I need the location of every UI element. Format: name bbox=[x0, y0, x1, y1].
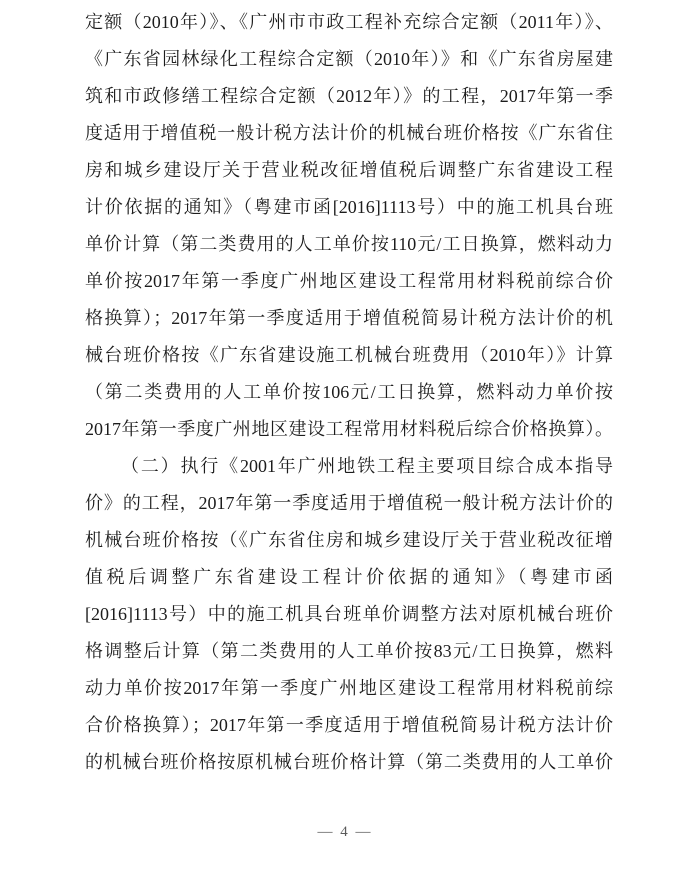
text-line: 格换算）；2017年第一季度适用于增值税简易计税方法计价的机 bbox=[85, 308, 613, 328]
document-body-text bbox=[85, 4, 613, 781]
text-line: 械台班价格按《广东省建设施工机械台班费用（2010年）》计算 bbox=[85, 345, 613, 365]
text-line: 单价按2017年第一季度广州地区建设工程常用材料税前综合价 bbox=[85, 271, 613, 291]
text-line: 《广东省园林绿化工程综合定额（2010年）》和《广东省房屋建 bbox=[85, 49, 613, 69]
text-line: 合价格换算）；2017年第一季度适用于增值税简易计税方法计价 bbox=[85, 715, 613, 735]
page-number: — 4 — bbox=[317, 824, 373, 840]
text-line: 价》的工程，2017年第一季度适用于增值税一般计税方法计价的 bbox=[85, 493, 613, 513]
text-line: 格调整后计算（第二类费用的人工单价按83元/工日换算，燃料 bbox=[85, 641, 613, 661]
text-line: [2016]1113号）中的施工机具台班单价调整方法对原机械台班价 bbox=[85, 604, 613, 624]
text-line: 度适用于增值税一般计税方法计价的机械台班价格按《广东省住 bbox=[85, 123, 613, 143]
text-line-paragraph-start: （二）执行《2001年广州地铁工程主要项目综合成本指导 bbox=[121, 456, 613, 476]
text-line: 定额（2010年）》、《广州市市政工程补充综合定额（2011年）》、 bbox=[85, 12, 613, 32]
text-line: 2017年第一季度广州地区建设工程常用材料税后综合价格换算）。 bbox=[85, 419, 613, 439]
text-line: 值税后调整广东省建设工程计价依据的通知》（粤建市函 bbox=[85, 567, 613, 587]
text-line: 筑和市政修缮工程综合定额（2012年）》的工程，2017年第一季 bbox=[85, 86, 613, 106]
text-line: 单价计算（第二类费用的人工单价按110元/工日换算，燃料动力 bbox=[85, 234, 613, 254]
text-line: 房和城乡建设厅关于营业税改征增值税后调整广东省建设工程 bbox=[85, 160, 613, 180]
text-line: （第二类费用的人工单价按106元/工日换算，燃料动力单价按 bbox=[85, 382, 613, 402]
text-line: 计价依据的通知》（粤建市函[2016]1113号）中的施工机具台班 bbox=[85, 197, 613, 217]
text-line: 的机械台班价格按原机械台班价格计算（第二类费用的人工单价 bbox=[85, 752, 613, 772]
text-line: 机械台班价格按（《广东省住房和城乡建设厅关于营业税改征增 bbox=[85, 530, 613, 550]
text-line: 动力单价按2017年第一季度广州地区建设工程常用材料税前综 bbox=[85, 678, 613, 698]
